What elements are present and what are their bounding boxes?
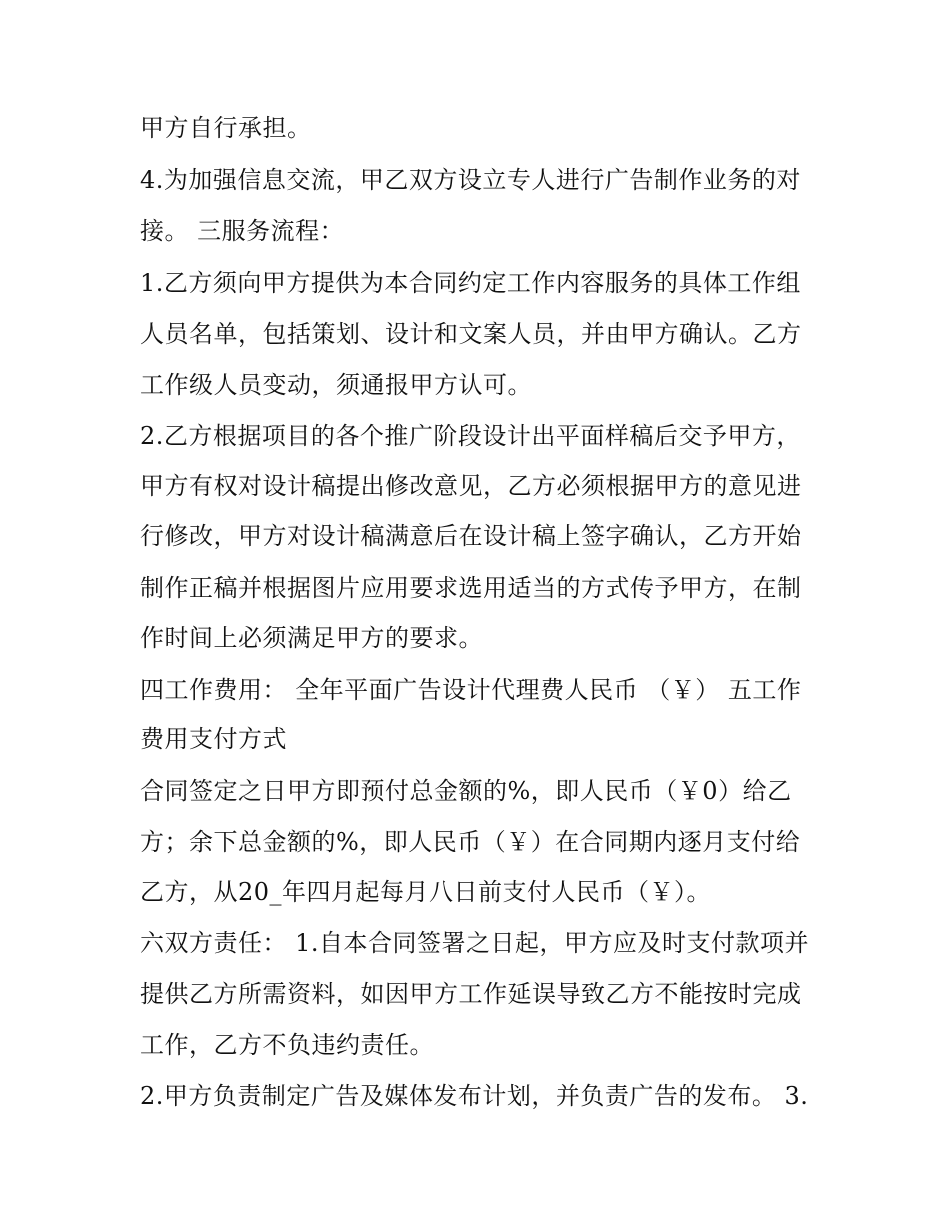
text-line: 六双方责任： 1.自本合同签署之日起，甲方应及时支付款项并 <box>140 929 810 957</box>
text-line: 工作，乙方不负违约责任。 <box>140 1031 434 1059</box>
text-line: 4.为加强信息交流，甲乙双方设立专人进行广告制作业务的对 <box>140 166 801 194</box>
text-line: 行修改，甲方对设计稿满意后在设计稿上签字确认，乙方开始 <box>140 522 802 550</box>
text-line: 提供乙方所需资料，如因甲方工作延误导致乙方不能按时完成 <box>140 980 802 1008</box>
text-line: 费用支付方式 <box>140 725 287 753</box>
text-line: 作时间上必须满足甲方的要求。 <box>140 624 483 652</box>
text-line: 甲方有权对设计稿提出修改意见，乙方必须根据甲方的意见进 <box>140 472 802 500</box>
text-line: 2.乙方根据项目的各个推广阶段设计出平面样稿后交予甲方， <box>140 422 801 450</box>
text-line: 四工作费用： 全年平面广告设计代理费人民币 （￥） 五工作 <box>140 676 802 704</box>
text-line: 2.甲方负责制定广告及媒体发布计划，并负责广告的发布。 3. <box>140 1082 809 1110</box>
text-line: 方；余下总金额的%，即人民币（￥）在合同期内逐月支付给 <box>140 828 801 856</box>
text-line: 乙方，从20_年四月起每月八日前支付人民币（￥）。 <box>140 878 712 906</box>
text-line: 人员名单，包括策划、设计和文案人员，并由甲方确认。乙方 <box>140 320 802 348</box>
text-line: 甲方自行承担。 <box>140 114 312 142</box>
text-line: 合同签定之日甲方即预付总金额的%，即人民币（￥0）给乙 <box>140 777 792 805</box>
text-line: 接。 三服务流程： <box>140 217 345 245</box>
text-line: 制作正稿并根据图片应用要求选用适当的方式传予甲方，在制 <box>140 574 802 602</box>
text-line: 1.乙方须向甲方提供为本合同约定工作内容服务的具体工作组 <box>140 269 801 297</box>
text-line: 工作级人员变动，须通报甲方认可。 <box>140 371 532 399</box>
